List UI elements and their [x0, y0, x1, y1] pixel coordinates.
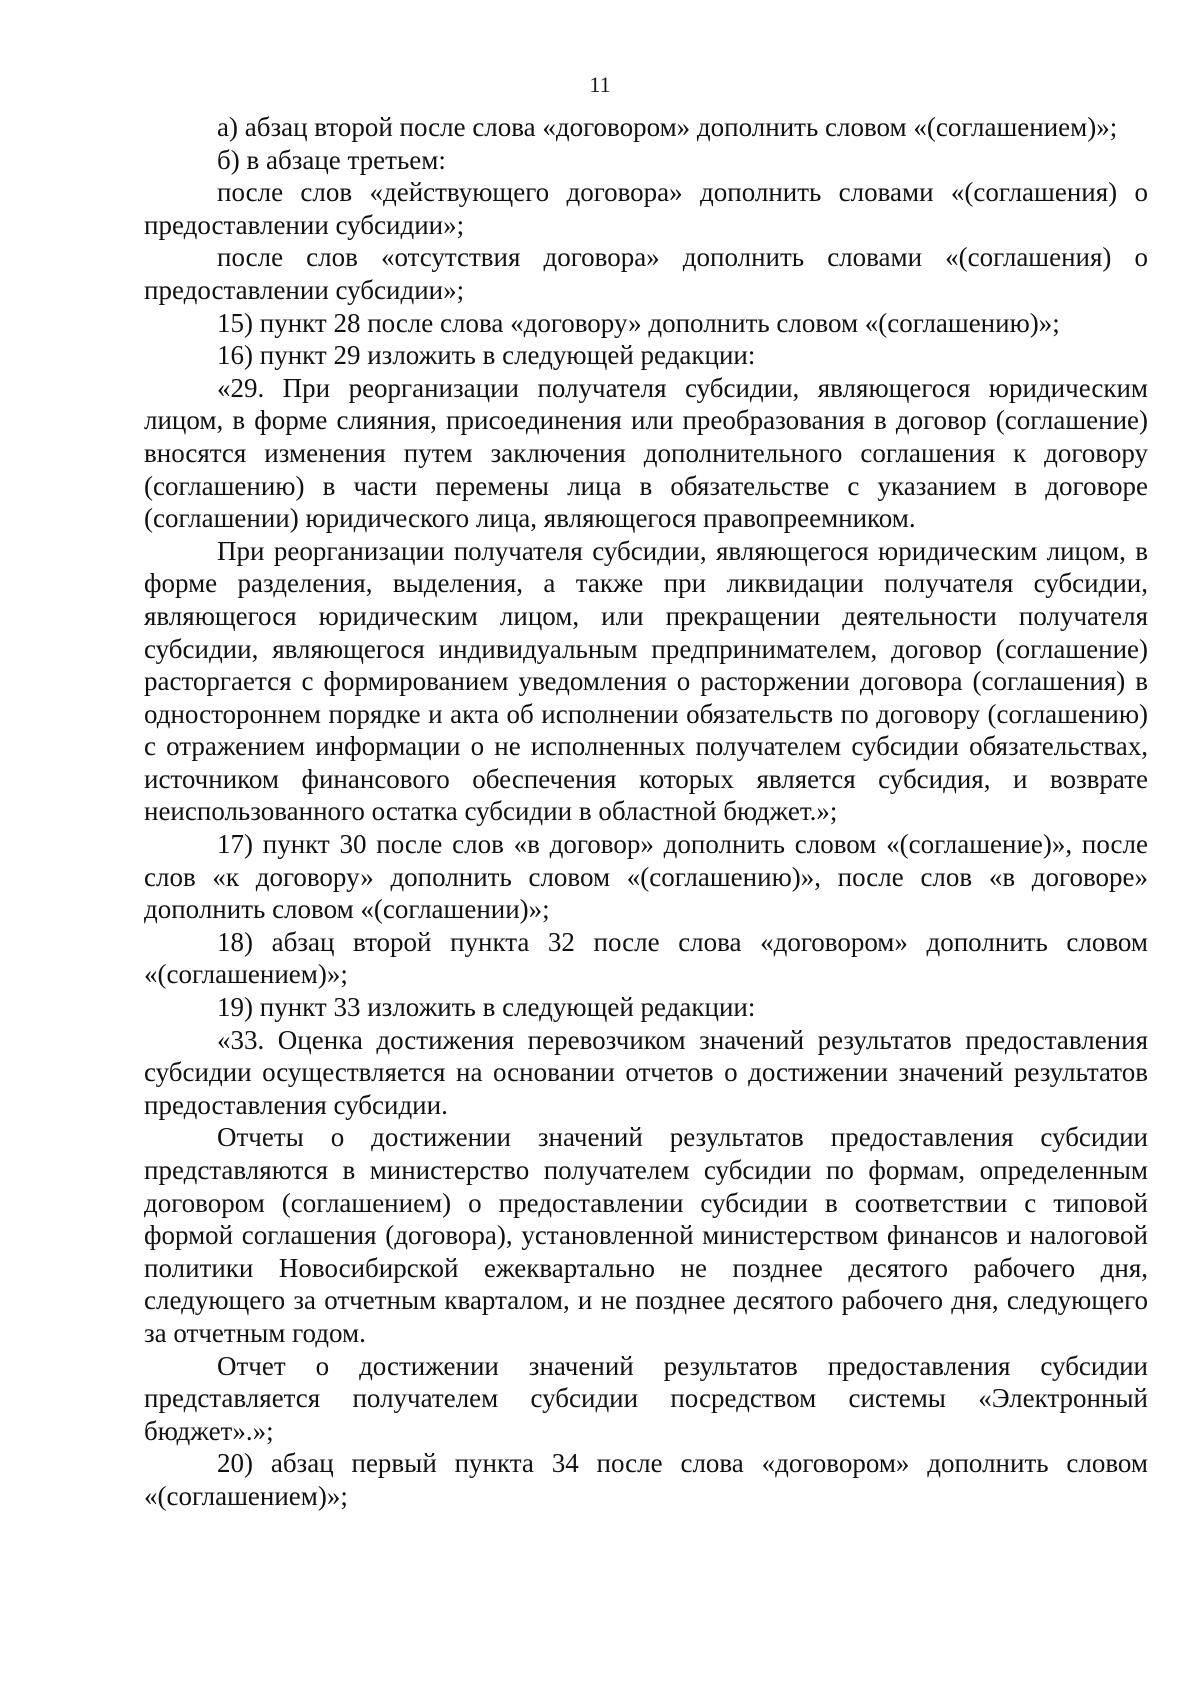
- document-body: [144, 111, 1148, 1513]
- paragraph-item-20: 20) абзац первый пункта 34 после слова «договором» дополнить словом «(соглашением)»;: [144, 1448, 1148, 1511]
- paragraph-clause-33: «33. Оценка достижения перевозчиком значений результатов предоставления субсидии осуществляется на основании отчетов о достижении значений результатов предоставления субсидии.: [144, 1024, 1148, 1120]
- paragraph-item-17: 17) пункт 30 после слов «в договор» дополнить словом «(соглашение)», после слов «к договору» дополнить словом «(соглашению)», после слов «в договоре» дополнить словом «(соглашении)»;: [144, 829, 1148, 925]
- paragraph-item-a: а) абзац второй после слова «договором» дополнить словом «(соглашением)»;: [217, 112, 1118, 142]
- paragraph-item-15: 15) пункт 28 после слова «договору» дополнить словом «(соглашению)»;: [217, 307, 1060, 338]
- paragraph-clause-29-termination: При реорганизации получателя субсидии, являющегося юридическим лицом, в форме разделения, выделения, а также при ликвидации получателя субсидии, являющегося юридическим лицом, или прекращении деятельности получателя субсидии, являющегося индивидуальным предпринимателем, договор (соглашение) расторгается с формированием уведомления о расторжении договора (соглашения) в одностороннем порядке и акта об исполнении обязательств по договору (соглашению) с отражением информации о не исполненных получателем субсидии обязательствах, источником финансового обеспечения которых является субсидия, и возврате неиспользованного остатка субсидии в областной бюджет.»;: [144, 535, 1148, 827]
- paragraph-item-b: б) в абзаце третьем:: [217, 144, 446, 175]
- page-number: 11: [589, 72, 611, 97]
- paragraph-item-16: 16) пункт 29 изложить в следующей редакции:: [217, 340, 756, 371]
- paragraph-item-18: 18) абзац второй пункта 32 после слова «договором» дополнить словом «(соглашением)»;: [144, 926, 1148, 990]
- paragraph-item-19: 19) пункт 33 изложить в следующей редакции:: [217, 992, 756, 1023]
- paragraph-after-absent-contract: после слов «отсутствия договора» дополнить словами «(соглашения) о предоставлении субсидии»;: [144, 242, 1148, 305]
- paragraph-clause-33-reports: Отчеты о достижении значений результатов предоставления субсидии представляются в министерство получателем субсидии по формам, определенным договором (соглашением) о предоставлении субсидии в соответствии с типовой формой соглашения (договора), установленной министерством финансов и налоговой политики Новосибирской ежеквартально не позднее десятого рабочего дня, следующего за отчетным кварталом, и не позднее десятого рабочего дня, следующего за отчетным годом.: [144, 1122, 1148, 1348]
- paragraph-clause-29: «29. При реорганизации получателя субсидии, являющегося юридическим лицом, в форме слияния, присоединения или преобразования в договор (соглашение) вносятся изменения путем заключения дополнительного соглашения к договору (соглашению) в части перемены лица в обязательстве с указанием в договоре (соглашении) юридического лица, являющегося правопреемником.: [144, 372, 1148, 534]
- paragraph-after-current-contract: после слов «действующего договора» дополнить словами «(соглашения) о предоставлении субсидии»;: [144, 177, 1148, 240]
- paragraph-clause-33-electronic-budget: Отчет о достижении значений результатов предоставления субсидии представляется получателем субсидии посредством системы «Электронный бюджет».»;: [144, 1350, 1148, 1446]
